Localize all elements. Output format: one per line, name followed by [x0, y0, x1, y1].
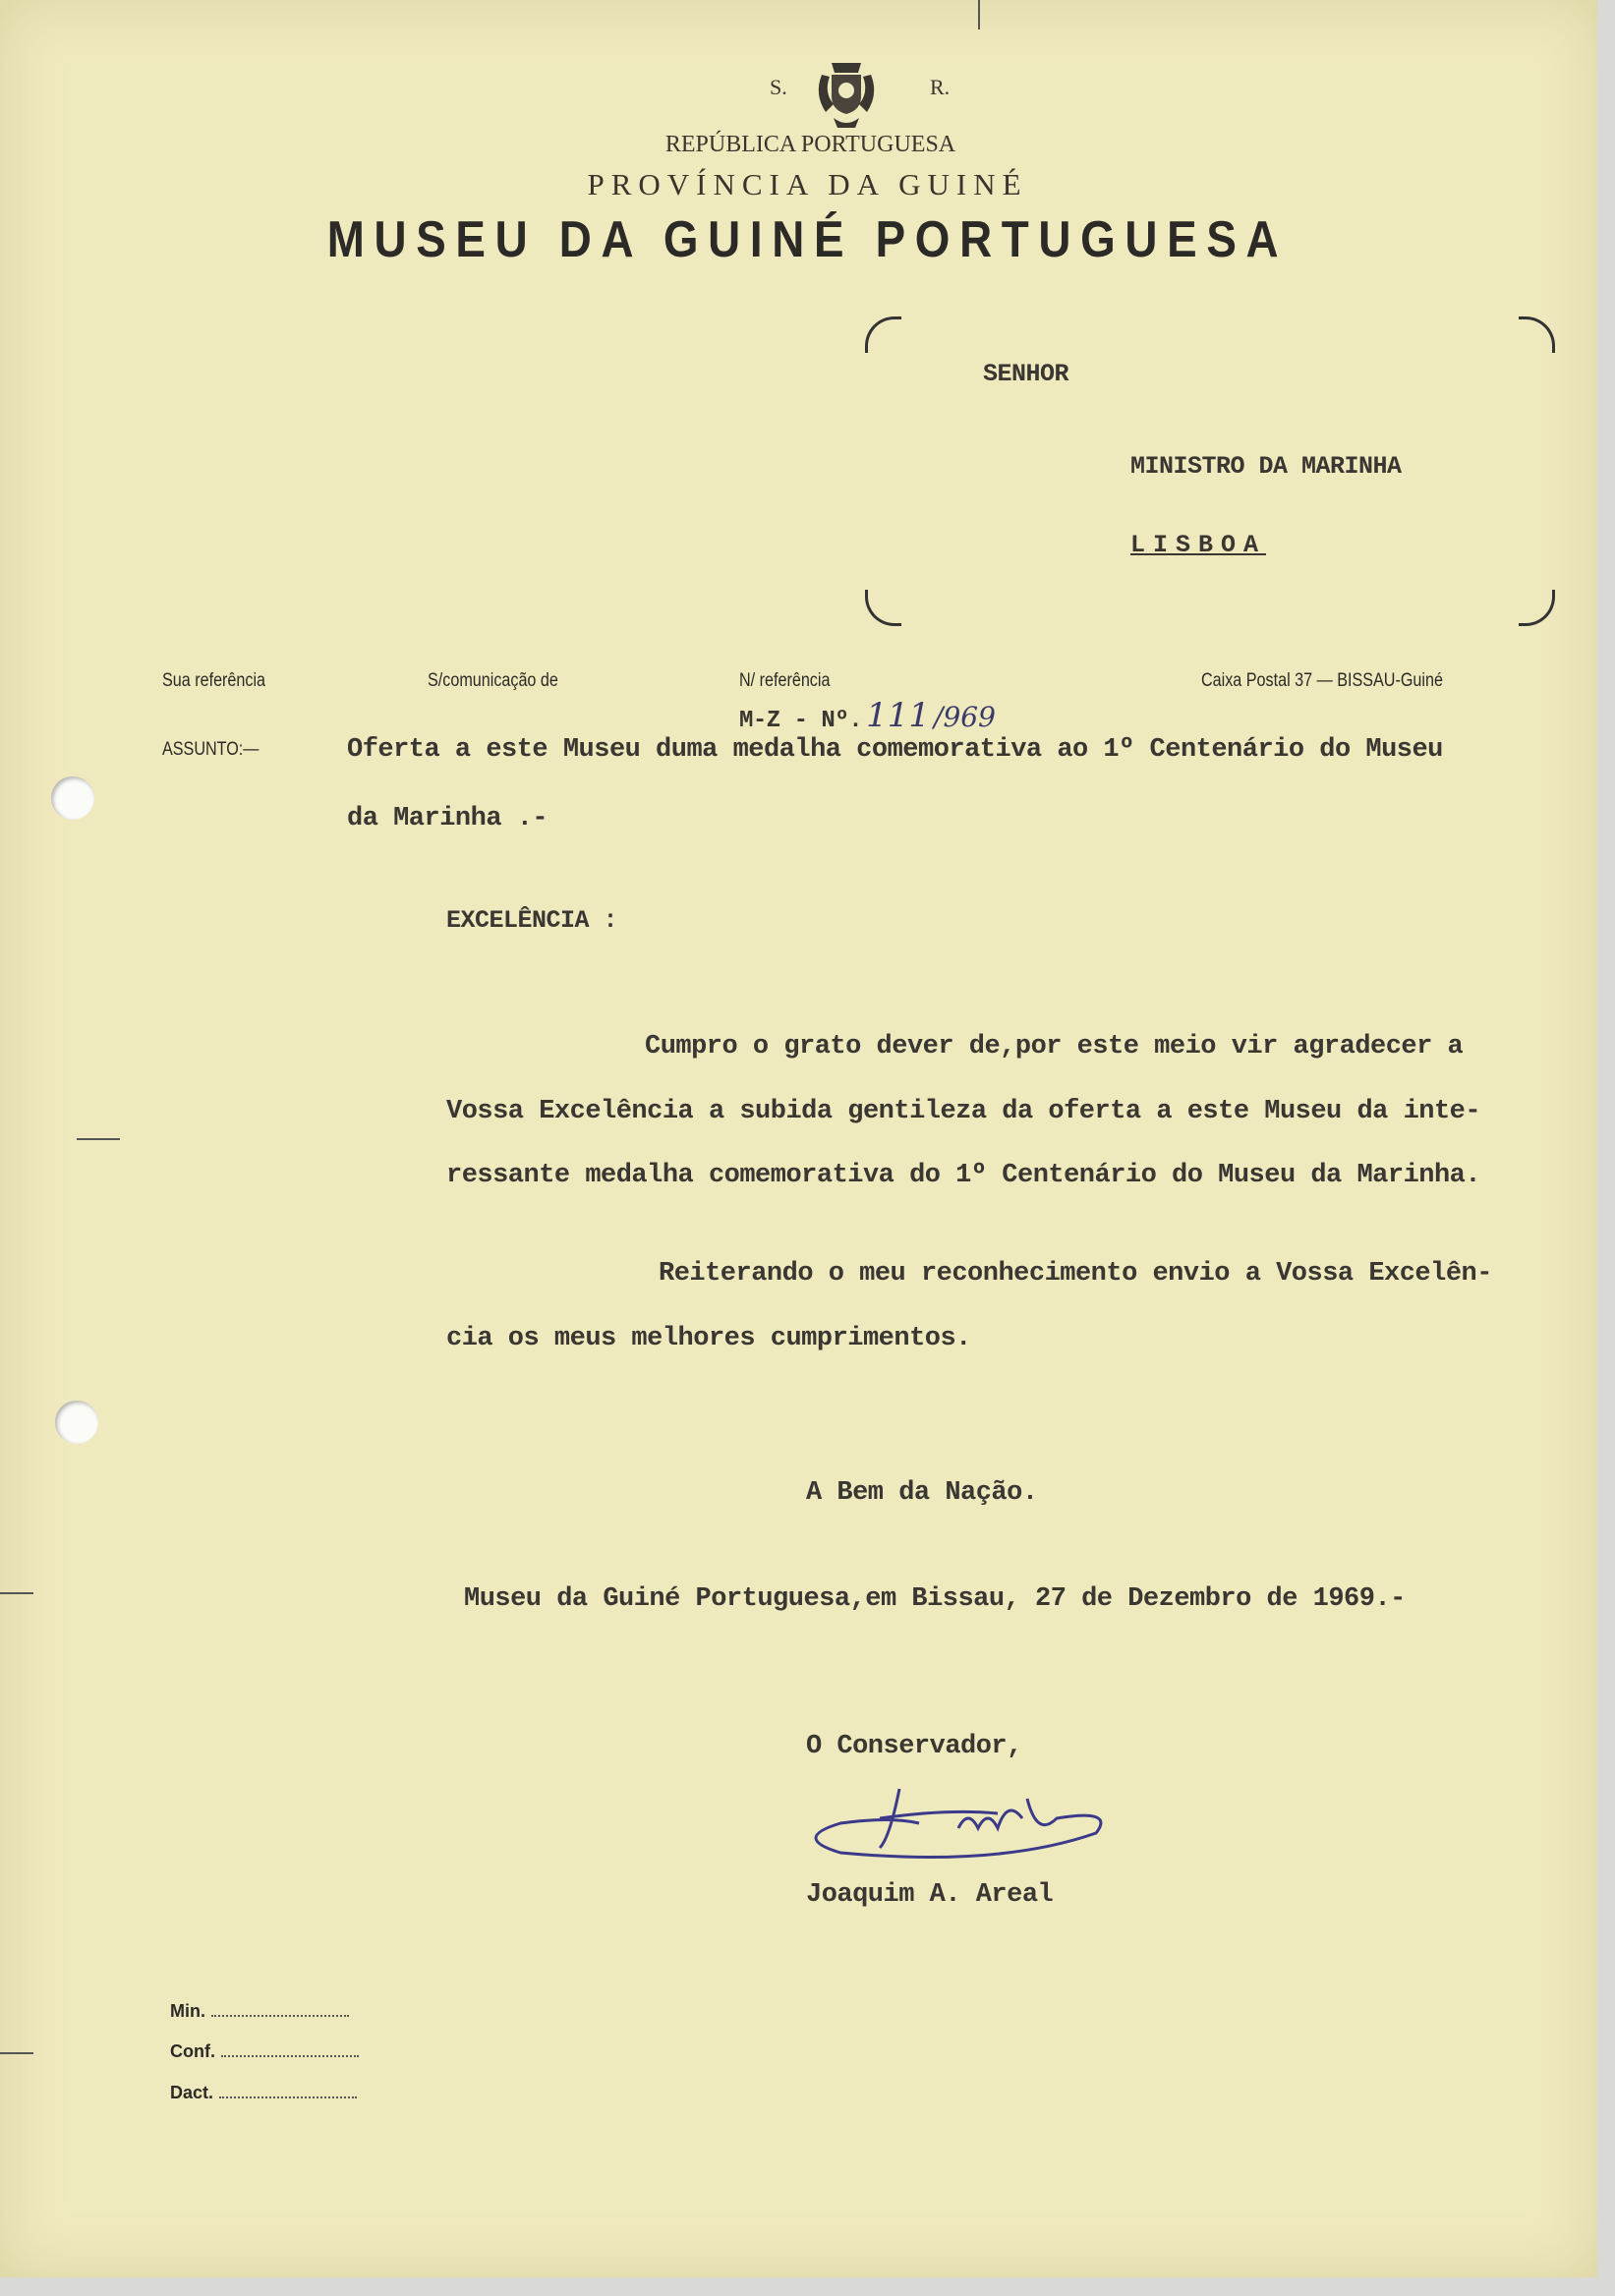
place-date: Museu da Guiné Portuguesa,em Bissau, 27 de Dezembro de 1969.-	[464, 1584, 1406, 1614]
margin-mark	[0, 2052, 33, 2054]
window-corner	[865, 590, 901, 626]
reference-prefix: M-Z - Nº.	[739, 708, 863, 734]
margin-mark	[77, 1138, 120, 1140]
reference-handwritten: 111	[866, 696, 931, 735]
paragraph-1-line: Vossa Excelência a subida gentileza da oferta a este Museu da inte-	[446, 1097, 1481, 1126]
greeting: EXCELÊNCIA :	[446, 906, 618, 935]
subject-label: ASSUNTO:—	[162, 739, 260, 760]
signature-icon	[801, 1779, 1125, 1892]
signatory-name: Joaquim A. Areal	[806, 1880, 1054, 1910]
recipient: MINISTRO DA MARINHA	[1130, 452, 1402, 481]
subject-line-1: Oferta a este Museu duma medalha comemorativa ao 1º Centenário do Museu	[347, 735, 1443, 765]
fold-mark	[978, 0, 980, 29]
footer-conf	[170, 2041, 359, 2062]
coat-of-arms-icon	[812, 55, 881, 137]
postal-address: Caixa Postal 37 — BISSAU-Guiné	[1201, 670, 1443, 691]
label-sua-referencia: Sua referência	[162, 670, 266, 691]
punch-hole	[55, 1401, 98, 1444]
window-corner	[865, 316, 901, 353]
margin-mark	[0, 1592, 33, 1594]
institution-title: MUSEU DA GUINÉ PORTUGUESA	[326, 211, 1289, 268]
initial-s: S.	[770, 75, 787, 99]
reference-year: /969	[934, 701, 996, 733]
paragraph-2-line: cia os meus melhores cumprimentos.	[446, 1324, 971, 1353]
salutation: SENHOR	[983, 360, 1069, 388]
window-corner	[1519, 590, 1555, 626]
paragraph-2-line: Reiterando o meu reconhecimento envio a Vossa Excelên-	[659, 1259, 1492, 1289]
window-corner	[1519, 316, 1555, 353]
footer-dact	[170, 2083, 357, 2103]
footer-min	[170, 2001, 349, 2022]
recipient-city: LISBOA	[1130, 531, 1267, 559]
paragraph-1-line: Cumpro o grato dever de,por este meio vir agradecer a	[645, 1032, 1464, 1062]
label-n-referencia: N/ referência	[739, 670, 831, 691]
label-s-comunicacao: S/comunicação de	[428, 670, 558, 691]
subject-line-2: da Marinha .-	[347, 804, 548, 833]
republic-heading: REPÚBLICA PORTUGUESA	[664, 132, 956, 157]
province-heading: PROVÍNCIA DA GUINÉ	[587, 167, 1028, 201]
footer-min-label: Min.	[170, 2001, 205, 2021]
reference-number	[739, 696, 996, 735]
paragraph-1-line: ressante medalha comemorativa do 1º Centenário do Museu da Marinha.	[446, 1161, 1481, 1190]
punch-hole	[51, 776, 94, 820]
signatory-title: O Conservador,	[806, 1732, 1022, 1761]
footer-dact-label: Dact.	[170, 2083, 214, 2102]
initial-r: R.	[930, 75, 951, 99]
footer-conf-label: Conf.	[170, 2041, 215, 2061]
closing-motto: A Bem da Nação.	[806, 1478, 1038, 1508]
